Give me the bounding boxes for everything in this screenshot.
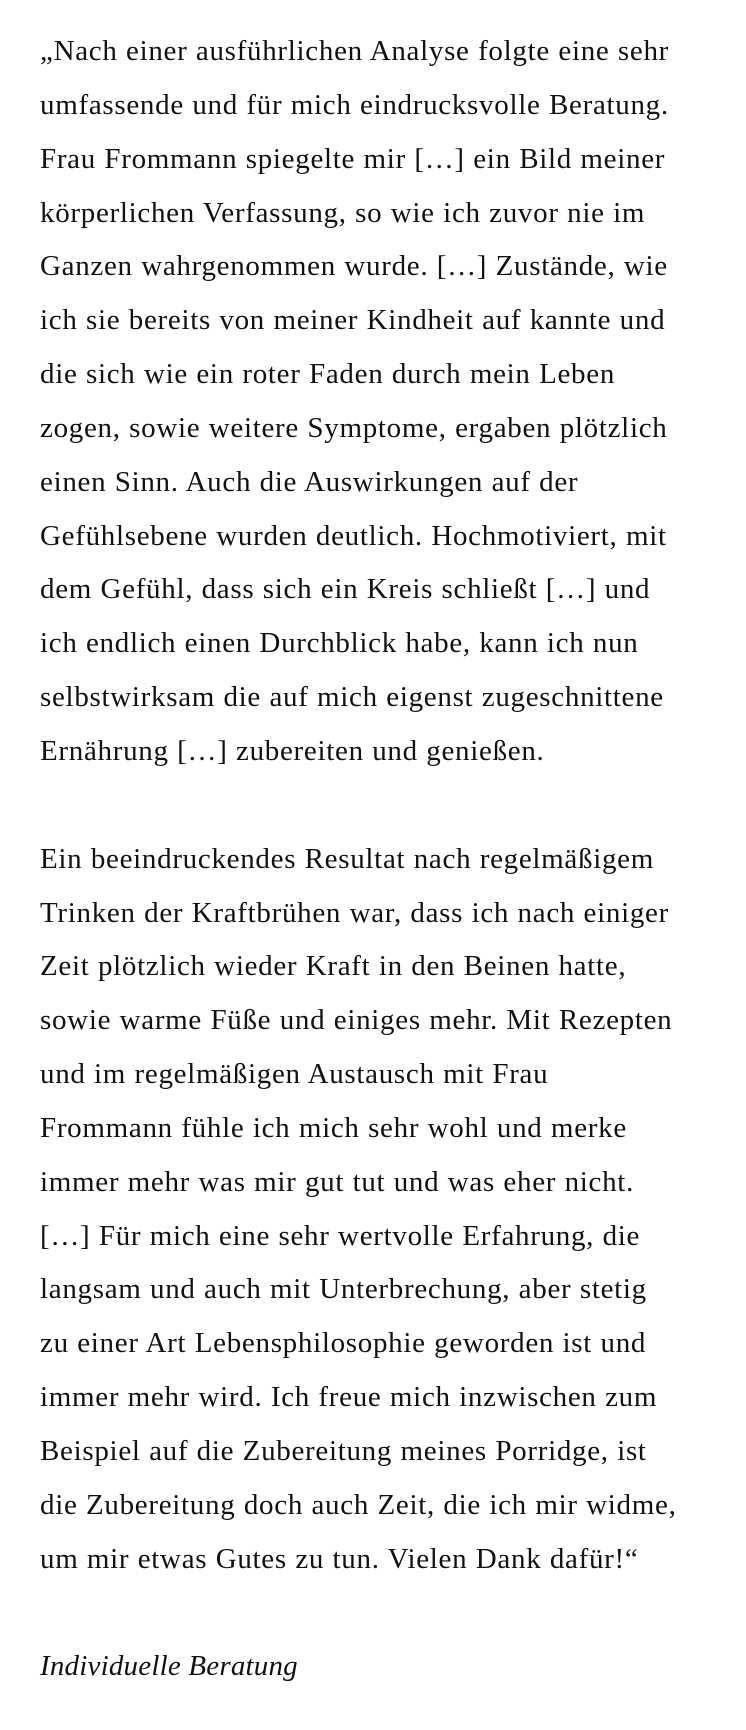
text-line: und im regelmäßigen Austausch mit Frau	[40, 1058, 549, 1091]
text-line: Frau Frommann spiegelte mir […] ein Bild meiner	[40, 142, 666, 175]
text-line: dem Gefühl, dass sich ein Kreis schließt […] und	[40, 573, 651, 606]
text-line: zu einer Art Lebensphilosophie geworden ist und	[40, 1327, 647, 1360]
text-line: Gefühlsebene wurden deutlich. Hochmotiviert, mit	[40, 519, 667, 552]
text-line: immer mehr was mir gut tut und was eher nicht.	[40, 1165, 635, 1198]
text-line: Zeit plötzlich wieder Kraft in den Beinen hatte,	[40, 950, 627, 983]
text-line: „Nach einer ausführlichen Analyse folgte eine sehr	[40, 35, 670, 67]
text-line: Ganzen wahrgenommen wurde. […] Zustände, wie	[40, 250, 668, 283]
text-line: langsam und auch mit Unterbrechung, aber stetig	[40, 1273, 647, 1306]
text-line: die Zubereitung doch auch Zeit, die ich mir widme,	[40, 1488, 677, 1521]
testimonial-block	[40, 25, 740, 1694]
text-line: zogen, sowie weitere Symptome, ergaben plötzlich	[40, 411, 668, 444]
text-line: immer mehr wird. Ich freue mich inzwischen zum	[40, 1381, 658, 1414]
text-line: Ernährung […] zubereiten und genießen.	[40, 734, 545, 767]
text-line: die sich wie ein roter Faden durch mein Leben	[40, 358, 616, 391]
text-line: Frommann fühle ich mich sehr wohl und merke	[40, 1111, 627, 1144]
text-line: Trinken der Kraftbrühen war, dass ich nach einiger	[40, 896, 669, 929]
text-line: ich sie bereits von meiner Kindheit auf kannte und	[40, 304, 666, 337]
text-line: körperlichen Verfassung, so wie ich zuvor nie im	[40, 196, 646, 229]
text-line: Beispiel auf die Zubereitung meines Porridge, ist	[40, 1434, 647, 1467]
text-line: einen Sinn. Auch die Auswirkungen auf der	[40, 465, 579, 498]
testimonial-paragraph-2	[40, 833, 740, 1587]
text-line: umfassende und für mich eindrucksvolle Beratung.	[40, 88, 669, 121]
testimonial-signature: Individuelle Beratung	[40, 1650, 298, 1683]
text-line: um mir etwas Gutes zu tun. Vielen Dank dafür!“	[40, 1542, 639, 1575]
text-line: Ein beeindruckendes Resultat nach regelmäßigem	[40, 842, 654, 875]
text-line: […] Für mich eine sehr wertvolle Erfahrung, die	[40, 1219, 641, 1252]
testimonial-paragraph-1	[40, 25, 740, 779]
text-line: selbstwirksam die auf mich eigenst zugeschnittene	[40, 681, 664, 714]
text-line: sowie warme Füße und einiges mehr. Mit Rezepten	[40, 1004, 673, 1037]
text-line: ich endlich einen Durchblick habe, kann ich nun	[40, 627, 639, 660]
